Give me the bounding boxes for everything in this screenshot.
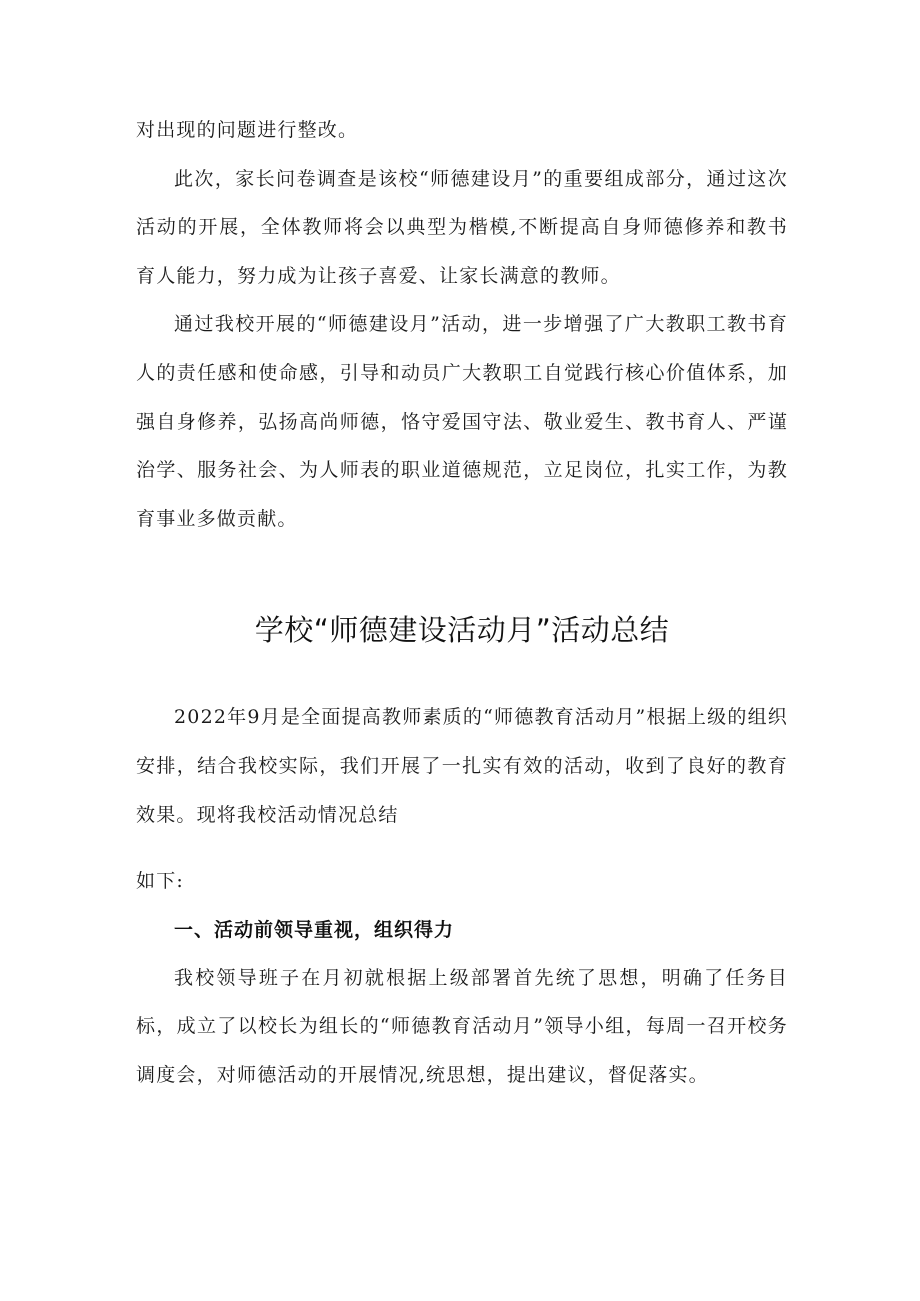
paragraph-intro: 2022年9月是全面提高教师素质的“师德教育活动月”根据上级的组织安排，结合我校实际，我们开展了一扎实有效的活动，收到了良好的教育效果。现将我校活动情况总结 — [136, 706, 788, 826]
paragraph-as-follows: 如下: — [136, 870, 185, 893]
paragraph-leadership: 我校领导班子在月初就根据上级部署首先统了思想，明确了任务目标，成立了以校长为组长的“师德教育活动月”领导小组，每周一召开校务调度会，对师德活动的开展情况,统思想，提出建议，督促落实。 — [136, 966, 788, 1086]
paragraph-activity-effect: 通过我校开展的“师德建设月”活动，进一步增强了广大教职工教书育人的责任感和使命感，引导和动员广大教职工自觉践行核心价值体系，加强自身修养，弘扬高尚师德，恪守爱国守法、敬业爱生、教书育人、严谨治学、服务社会、为人师表的职业道德规范，立足岗位，扎实工作，为教育事业多做贡献。 — [136, 313, 788, 530]
section-heading-1: 一、活动前领导重视，组织得力 — [174, 918, 455, 941]
paragraph-parent-survey: 此次，家长问卷调查是该校“师德建设月”的重要组成部分，通过这次活动的开展，全体教师将会以典型为楷模,不断提高自身师德修养和教书育人能力，努力成为让孩子喜爱、让家长满意的教师。 — [136, 167, 788, 287]
document-title: 学校“师德建设活动月”活动总结 — [254, 613, 670, 648]
document-page — [136, 106, 788, 1100]
paragraph-continuation: 对出现的问题进行整改。 — [136, 119, 359, 141]
